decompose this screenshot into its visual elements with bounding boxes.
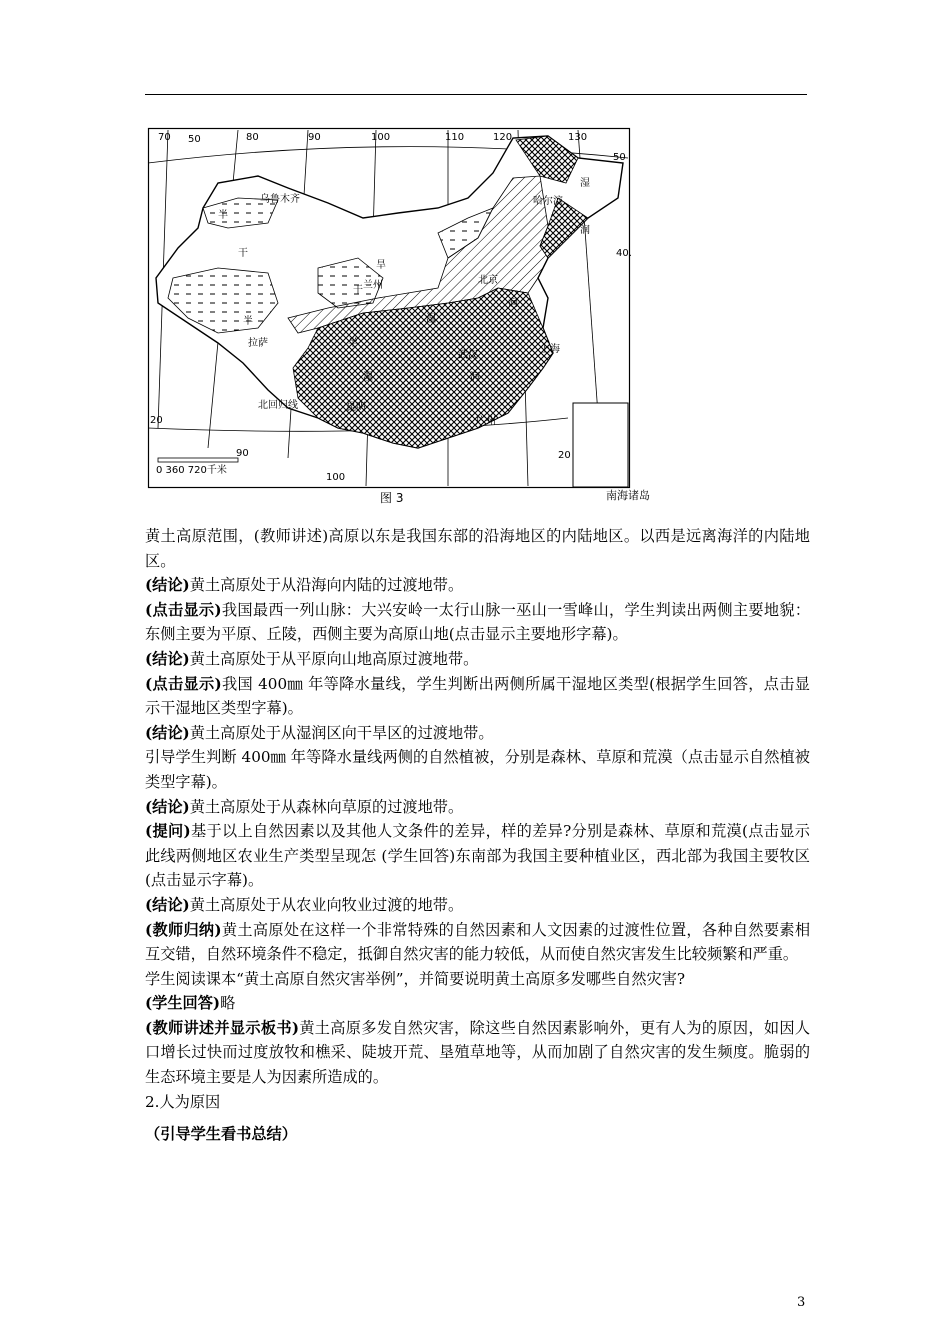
paragraph: (结论)黄土高原处于从湿润区向干旱区的过渡地带。 — [145, 723, 494, 742]
grid-label: 100 — [326, 472, 346, 483]
zone-label: 湿 — [363, 372, 373, 383]
lat-label: 20 — [558, 450, 571, 461]
place-label: 兰州 — [363, 280, 383, 291]
zone-label: 半 — [243, 316, 253, 327]
zone-label: 半 — [348, 338, 358, 349]
place-label: 广州 — [476, 416, 496, 427]
paragraph: (结论)黄土高原处于从农业向牧业过渡的地带。 — [145, 895, 464, 914]
lon-label: 80 — [246, 132, 259, 143]
lon-label: 100 — [371, 132, 391, 143]
section-heading: 2.人为原因 — [145, 1092, 221, 1111]
lat-label: 20 — [150, 415, 163, 426]
paragraph: (学生回答)略 — [145, 994, 236, 1013]
south-sea-inset — [573, 403, 628, 487]
paragraph: (结论)黄土高原处于从沿海向内陆的过渡地带。 — [145, 576, 464, 595]
lon-label: 130 — [568, 132, 588, 143]
scale-values: 0 360 720千米 — [156, 465, 227, 476]
zone-label: 干 — [238, 248, 248, 259]
lat-label: 50 — [613, 152, 626, 163]
lon-label: 120 — [493, 132, 513, 143]
zone-label: 润 — [508, 298, 518, 309]
scale-bar — [158, 458, 238, 462]
figure-caption: 图 3 — [380, 491, 404, 505]
grid-label: 90 — [236, 448, 249, 459]
paragraph: 引导学生判断 400㎜ 年等降水量线两侧的自然植被，分别是森林、草原和荒漠（点击显示自然植被类型字幕)。 — [145, 748, 810, 791]
page-number: 3 — [797, 1295, 806, 1310]
zone-label: 半 — [218, 210, 228, 221]
paragraph: (结论)黄土高原处于从平原向山地高原过渡地带。 — [145, 649, 479, 668]
paragraph: (点击显示)我国最西一列山脉：大兴安岭一太行山脉一巫山一雪峰山，学生判读出两侧主要地貌：东侧主要为平原、丘陵，西侧主要为高原山地(点击显示主要地形字幕)。 — [145, 600, 811, 644]
place-label: 昆明 — [346, 402, 366, 413]
paragraph: (教师讲述并显示板书)黄土高原多发自然灾害，除这些自然因素影响外，更有人为的原因，如因人口增长过快而过度放牧和樵采、陡坡开荒、垦殖草地等，从而加剧了自然灾害的发生频度。脆弱的生态环境主要是人为因素所造成的。 — [145, 1018, 811, 1087]
lat-label: 40. — [616, 248, 632, 259]
place-label: 上海 — [540, 344, 560, 355]
place-label: 哈尔滨 — [533, 196, 563, 207]
place-label: 拉萨 — [248, 338, 268, 349]
china-dry-wet-zones-map — [148, 128, 630, 488]
place-label: 乌鲁木齐 — [260, 194, 300, 205]
paragraph: 黄土高原范围，(教师讲述)高原以东是我国东部的沿海地区的内陆地区。以西是远离海洋的内陆地区。 — [145, 527, 810, 570]
zone-label: 润 — [470, 372, 480, 383]
place-label: 北京 — [478, 275, 498, 286]
zone-label: 润 — [580, 225, 590, 236]
zone-label: 旱 — [376, 260, 386, 271]
zone-label: 湿 — [426, 314, 436, 325]
lon-label: 70 — [158, 132, 171, 143]
top-rule — [145, 94, 807, 95]
lon-label: 90 — [308, 132, 321, 143]
paragraph: (点击显示)我国 400㎜ 年等降水量线，学生判断出两侧所属干湿地区类型(根据学生回答，点击显示干湿地区类型字幕)。 — [145, 674, 810, 718]
paragraph: (教师归纳)黄土高原处在这样一个非常特殊的自然因素和人文因素的过渡性位置，各种自然要素相互交错，自然环境条件不稳定，抵御自然灾害的能力较低，从而使自然灾害发生比较频繁和严重。 — [145, 920, 811, 964]
place-label: 北回归线 — [258, 400, 298, 411]
paragraph: (提问)基于以上自然因素以及其他人文条件的差异，样的差异?分别是森林、草原和荒漠(点击显示此线两侧地区农业生产类型呈现怎 (学生回答)东南部为我国主要种植业区，西北部为我国主要牧区(点击显示字幕)。 — [145, 822, 810, 890]
paragraph: 学生阅读课本“黄土高原自然灾害举例”，并简要说明黄土高原多发哪些自然灾害? — [145, 969, 686, 988]
closing-note: （引导学生看书总结） — [145, 1125, 297, 1144]
zone-label: 湿 — [580, 178, 590, 189]
paragraph: (结论)黄土高原处于从森林向草原的过渡地带。 — [145, 797, 464, 816]
body-text — [145, 524, 810, 1147]
lat-label: 50 — [188, 134, 201, 145]
place-label: 武汉 — [458, 350, 478, 361]
inset-caption: 南海诸岛 — [606, 489, 650, 502]
zone-label: 干 — [353, 285, 363, 296]
lon-label: 110 — [445, 132, 465, 143]
